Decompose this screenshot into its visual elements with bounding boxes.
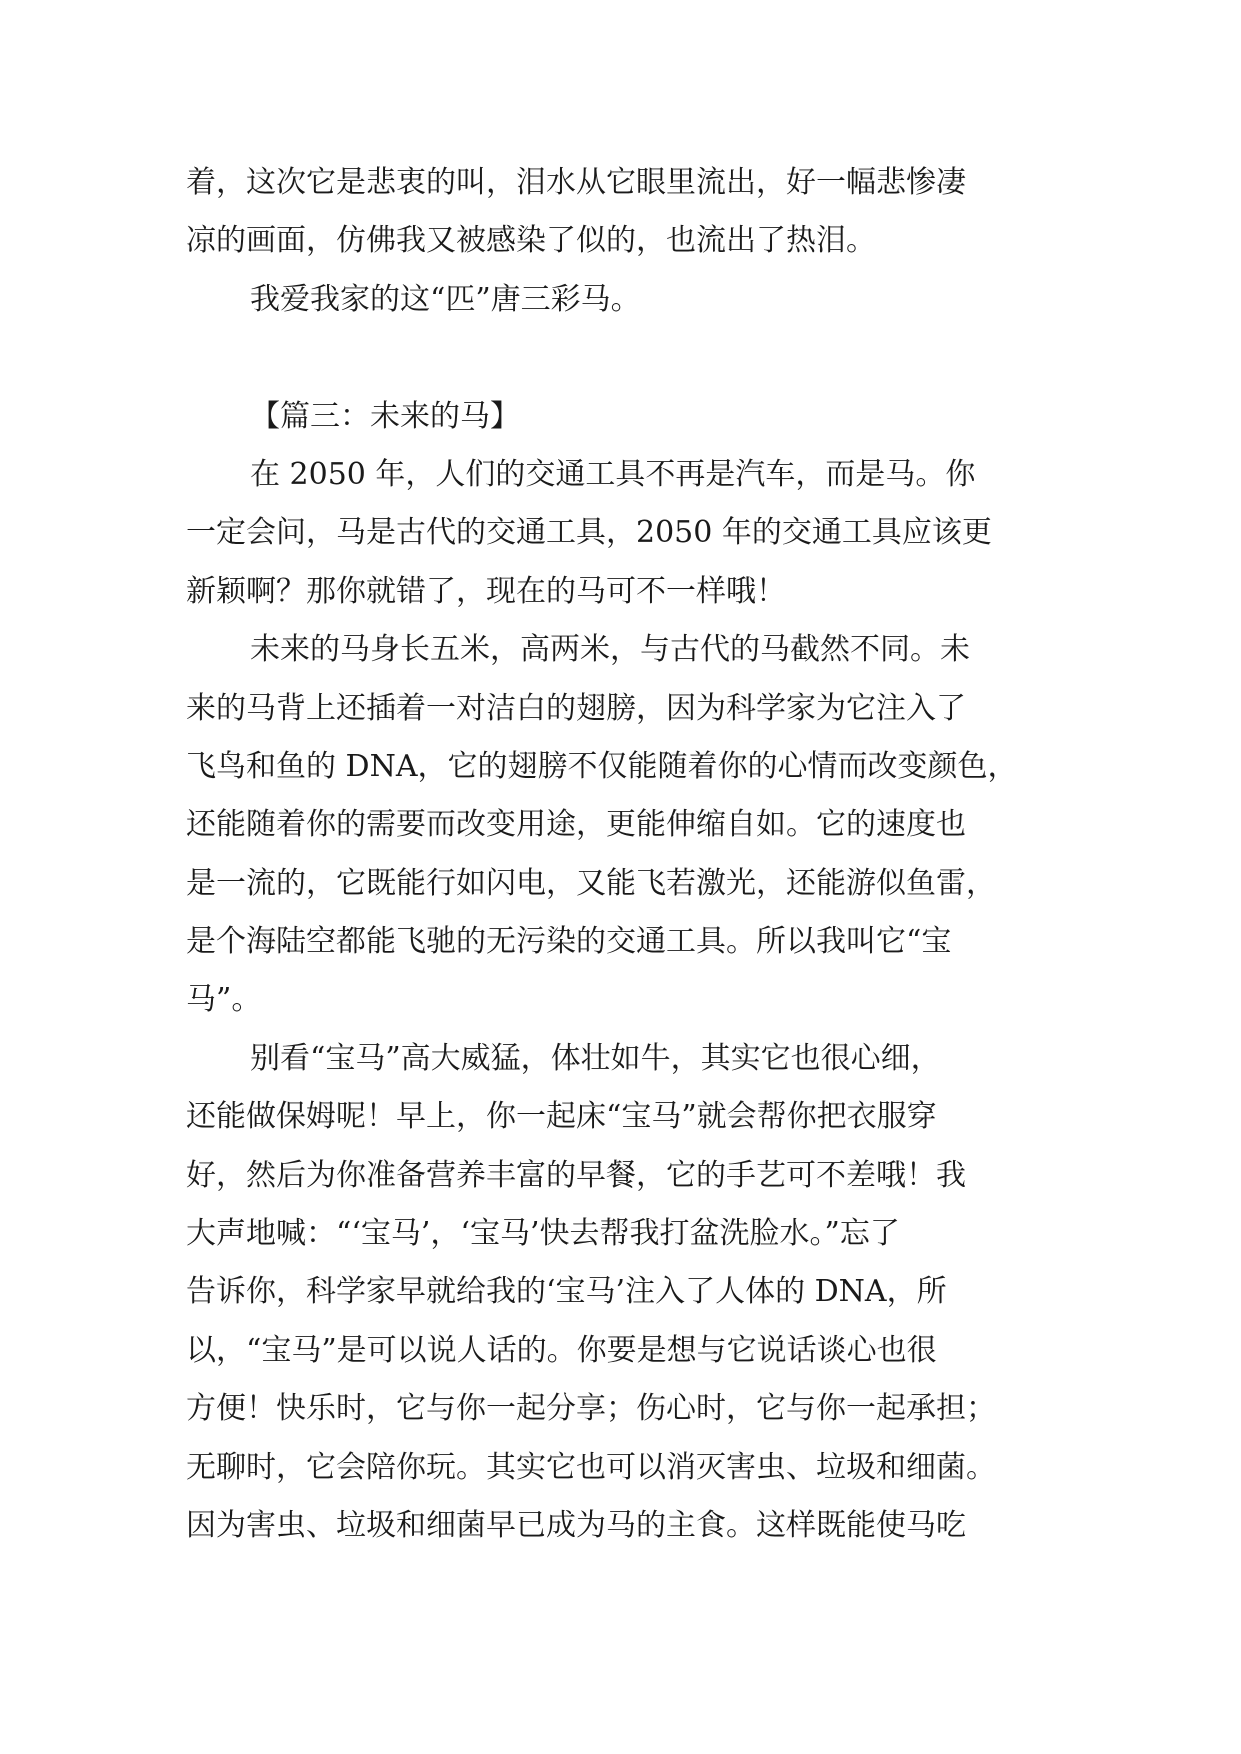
- text-line: 来的马背上还插着一对洁白的翅膀，因为科学家为它注入了: [186, 690, 966, 726]
- text-line: 还能做保姆呢！早上，你一起床“宝马”就会帮你把衣服穿: [186, 1099, 937, 1135]
- text-line: 在 2050 年，人们的交通工具不再是汽车，而是马。你: [250, 456, 976, 492]
- text-line: 方便！快乐时，它与你一起分享；伤心时，它与你一起承担；: [186, 1391, 996, 1427]
- text-line: 新颖啊？那你就错了，现在的马可不一样哦！: [186, 573, 786, 609]
- text-line: 着，这次它是悲衷的叫，泪水从它眼里流出，好一幅悲惨凄: [186, 165, 966, 200]
- section-heading: 【篇三：未来的马】: [250, 398, 520, 434]
- text-line: 是个海陆空都能飞驰的无污染的交通工具。所以我叫它“宝: [186, 924, 952, 960]
- text-line: 凉的画面，仿佛我又被感染了似的，也流出了热泪。: [186, 223, 876, 259]
- text-line: 好，然后为你准备营养丰富的早餐，它的手艺可不差哦！我: [186, 1157, 966, 1193]
- text-line: 以，“宝马”是可以说人话的。你要是想与它说话谈心也很: [186, 1332, 937, 1368]
- text-line: 因为害虫、垃圾和细菌早已成为马的主食。这样既能使马吃: [186, 1507, 966, 1543]
- text-line: 是一流的，它既能行如闪电，又能飞若激光，还能游似鱼雷，: [186, 865, 996, 901]
- text-line: 还能随着你的需要而改变用途，更能伸缩自如。它的速度也: [186, 807, 966, 843]
- text-line: 马”。: [186, 982, 262, 1018]
- paragraph-gap: [186, 329, 1046, 387]
- text-line: 飞鸟和鱼的 DNA，它的翅膀不仅能随着你的心情而改变颜色，: [186, 748, 1018, 784]
- text-line: 告诉你，科学家早就给我的‘宝马’注入了人体的 DNA，所: [186, 1274, 947, 1310]
- text-line: 别看“宝马”高大威猛，体壮如牛，其实它也很心细，: [250, 1040, 941, 1076]
- document-body: [186, 154, 1046, 1555]
- text-line: 我爱我家的这“匹”唐三彩马。: [250, 281, 641, 317]
- text-line: 大声地喊：“‘宝马’，‘宝马’快去帮我打盆洗脸水。”忘了: [186, 1216, 900, 1252]
- text-line: 未来的马身长五米，高两米，与古代的马截然不同。未: [250, 632, 970, 668]
- text-line: 无聊时，它会陪你玩。其实它也可以消灭害虫、垃圾和细菌。: [186, 1449, 996, 1485]
- text-line: 一定会问，马是古代的交通工具，2050 年的交通工具应该更: [186, 515, 992, 551]
